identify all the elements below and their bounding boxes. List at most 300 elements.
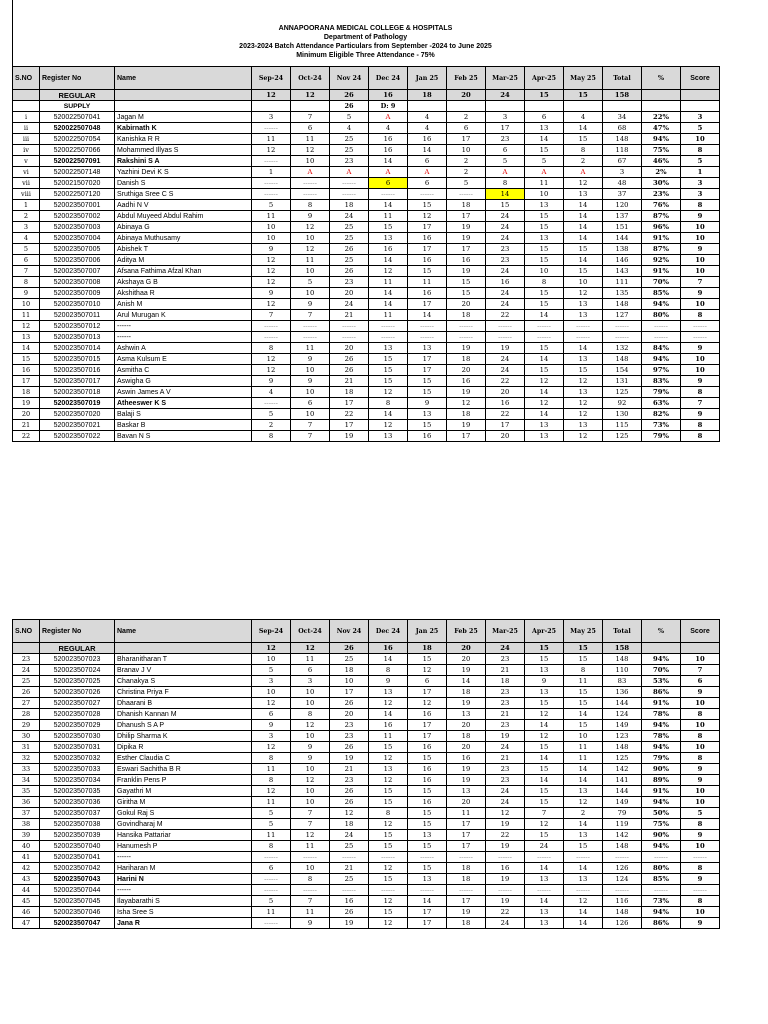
- month-attendance: 26: [330, 698, 369, 709]
- month-attendance: 14: [369, 200, 408, 211]
- supply-hours: 26: [330, 101, 369, 112]
- register-number: 520023507012: [40, 321, 115, 332]
- month-attendance: 24: [330, 299, 369, 310]
- month-attendance: 15: [369, 841, 408, 852]
- month-attendance: 14: [369, 299, 408, 310]
- month-attendance: 23: [486, 654, 525, 665]
- column-header: Mar-25: [486, 620, 525, 643]
- attendance-score: 8: [681, 200, 720, 211]
- attendance-percent: 76%: [642, 200, 681, 211]
- attendance-score: 7: [681, 398, 720, 409]
- student-row: [13, 178, 720, 189]
- register-number: 520023507020: [40, 409, 115, 420]
- register-number: 520023507036: [40, 797, 115, 808]
- student-name: Baskar B: [115, 420, 252, 431]
- month-attendance: A: [291, 167, 330, 178]
- month-attendance: 12: [252, 266, 291, 277]
- month-attendance: 5: [486, 156, 525, 167]
- register-number: 520023507037: [40, 808, 115, 819]
- register-number: 520023507013: [40, 332, 115, 343]
- student-name: Dhaarani B: [115, 698, 252, 709]
- student-row: [13, 786, 720, 797]
- month-attendance: 20: [447, 720, 486, 731]
- total-hours: 83: [603, 676, 642, 687]
- empty-cell: ------: [447, 852, 486, 863]
- month-attendance: 25: [330, 841, 369, 852]
- month-attendance: 4: [330, 123, 369, 134]
- month-attendance: 12: [291, 145, 330, 156]
- empty-cell: ------: [447, 332, 486, 343]
- month-attendance: 14: [525, 775, 564, 786]
- month-attendance: 12: [408, 665, 447, 676]
- month-attendance: 26: [330, 786, 369, 797]
- month-attendance: A: [564, 167, 603, 178]
- month-attendance: 14: [564, 775, 603, 786]
- month-attendance: 8: [369, 808, 408, 819]
- month-attendance: 13: [369, 233, 408, 244]
- month-attendance: 12: [408, 211, 447, 222]
- month-attendance: 7: [291, 808, 330, 819]
- student-name: ------: [115, 332, 252, 343]
- student-row: [13, 321, 720, 332]
- total-hours: 148: [603, 654, 642, 665]
- empty-cell: ------: [408, 885, 447, 896]
- student-row: [13, 266, 720, 277]
- empty-cell: ------: [681, 885, 720, 896]
- month-attendance: 14: [525, 753, 564, 764]
- total-hours: 120: [603, 200, 642, 211]
- total-hours: 68: [603, 123, 642, 134]
- register-number: 520021507020: [40, 178, 115, 189]
- month-attendance: 12: [564, 797, 603, 808]
- column-header: Nov 24: [330, 67, 369, 90]
- supply-label: SUPPLY: [40, 101, 115, 112]
- month-attendance: 10: [291, 288, 330, 299]
- total-hours: 118: [603, 145, 642, 156]
- attendance-percent: 79%: [642, 387, 681, 398]
- month-attendance: 13: [564, 189, 603, 200]
- month-attendance: 15: [408, 786, 447, 797]
- month-attendance: 11: [408, 277, 447, 288]
- supply-hours: [564, 101, 603, 112]
- student-row: [13, 431, 720, 442]
- attendance-score: 9: [681, 244, 720, 255]
- month-attendance: 11: [252, 211, 291, 222]
- total-hours: 125: [603, 753, 642, 764]
- serial-number: 23: [13, 654, 40, 665]
- serial-number: 15: [13, 354, 40, 365]
- month-attendance: 15: [525, 797, 564, 808]
- empty-cell: ------: [486, 321, 525, 332]
- month-attendance: 11: [252, 134, 291, 145]
- month-attendance: ------: [252, 918, 291, 929]
- student-row: [13, 896, 720, 907]
- serial-number: v: [13, 156, 40, 167]
- student-row: [13, 156, 720, 167]
- serial-number: 21: [13, 420, 40, 431]
- student-name: Yazhini Devi K S: [115, 167, 252, 178]
- attendance-score: 9: [681, 409, 720, 420]
- month-attendance: 15: [525, 343, 564, 354]
- register-number: 520023507026: [40, 687, 115, 698]
- student-name: Isha Sree S: [115, 907, 252, 918]
- month-attendance: 21: [330, 376, 369, 387]
- month-attendance: 22: [486, 409, 525, 420]
- student-row: [13, 852, 720, 863]
- month-attendance: 13: [564, 387, 603, 398]
- month-attendance: 15: [525, 145, 564, 156]
- month-attendance: 23: [486, 255, 525, 266]
- register-number: 520023507007: [40, 266, 115, 277]
- attendance-score: 10: [681, 299, 720, 310]
- student-name: Dhanush S A P: [115, 720, 252, 731]
- attendance-percent: 94%: [642, 654, 681, 665]
- total-hours: 125: [603, 387, 642, 398]
- month-attendance: 23: [486, 775, 525, 786]
- month-attendance: 15: [525, 222, 564, 233]
- month-attendance: 14: [525, 896, 564, 907]
- month-attendance: 19: [486, 874, 525, 885]
- month-attendance: A: [330, 167, 369, 178]
- student-row: [13, 775, 720, 786]
- empty-cell: ------: [369, 321, 408, 332]
- month-attendance: 16: [408, 233, 447, 244]
- month-attendance: 15: [525, 255, 564, 266]
- month-attendance: 25: [330, 874, 369, 885]
- attendance-percent: 94%: [642, 742, 681, 753]
- month-attendance: 18: [447, 687, 486, 698]
- empty-cell: ------: [564, 885, 603, 896]
- month-attendance: 11: [252, 907, 291, 918]
- student-row: [13, 863, 720, 874]
- month-attendance: 16: [408, 431, 447, 442]
- month-attendance: 25: [330, 233, 369, 244]
- month-attendance: 10: [291, 387, 330, 398]
- attendance-score: 10: [681, 354, 720, 365]
- empty-cell: ------: [642, 852, 681, 863]
- month-attendance: 9: [252, 720, 291, 731]
- attendance-percent: 46%: [642, 156, 681, 167]
- total-hours: 148: [603, 299, 642, 310]
- attendance-score: 10: [681, 233, 720, 244]
- column-header: Score: [681, 620, 720, 643]
- serial-number: 25: [13, 676, 40, 687]
- column-header: Oct-24: [291, 67, 330, 90]
- month-attendance: 15: [369, 222, 408, 233]
- total-hours: 48: [603, 178, 642, 189]
- month-attendance: 15: [525, 211, 564, 222]
- month-attendance: 12: [252, 299, 291, 310]
- attendance-score: 10: [681, 365, 720, 376]
- month-attendance: 7: [252, 310, 291, 321]
- month-attendance: 18: [447, 874, 486, 885]
- month-attendance: 11: [564, 742, 603, 753]
- month-attendance: 13: [525, 233, 564, 244]
- student-row: [13, 808, 720, 819]
- month-attendance: 5: [252, 665, 291, 676]
- student-row: [13, 676, 720, 687]
- month-attendance: A: [408, 167, 447, 178]
- month-attendance: 15: [564, 687, 603, 698]
- serial-number: 30: [13, 731, 40, 742]
- month-attendance: 14: [369, 409, 408, 420]
- attendance-score: 9: [681, 343, 720, 354]
- month-attendance: 20: [447, 742, 486, 753]
- month-attendance: 15: [525, 698, 564, 709]
- month-attendance: 17: [486, 123, 525, 134]
- register-number: 520023507034: [40, 775, 115, 786]
- total-hours: 67: [603, 156, 642, 167]
- month-attendance: 24: [330, 211, 369, 222]
- month-attendance: 14: [564, 211, 603, 222]
- empty-cell: ------: [291, 885, 330, 896]
- register-number: 520023507016: [40, 365, 115, 376]
- attendance-score: 8: [681, 420, 720, 431]
- month-attendance: 23: [486, 244, 525, 255]
- month-attendance: 13: [525, 123, 564, 134]
- month-attendance: 17: [408, 731, 447, 742]
- serial-number: 28: [13, 709, 40, 720]
- student-name: Aswin James A V: [115, 387, 252, 398]
- serial-number: 11: [13, 310, 40, 321]
- month-attendance: 16: [408, 709, 447, 720]
- empty-cell: ------: [564, 321, 603, 332]
- attendance-score: 10: [681, 654, 720, 665]
- month-attendance: 17: [447, 431, 486, 442]
- attendance-percent: 23%: [642, 189, 681, 200]
- attendance-score: 9: [681, 918, 720, 929]
- month-attendance: 13: [564, 420, 603, 431]
- month-attendance: ------: [330, 178, 369, 189]
- serial-number: 47: [13, 918, 40, 929]
- month-attendance: 13: [525, 200, 564, 211]
- month-attendance: 14: [564, 255, 603, 266]
- month-attendance: 13: [369, 764, 408, 775]
- empty-cell: ------: [369, 852, 408, 863]
- month-attendance: 18: [447, 310, 486, 321]
- total-hours: 92: [603, 398, 642, 409]
- month-attendance: 13: [408, 830, 447, 841]
- student-name: Abinaya G: [115, 222, 252, 233]
- month-attendance: 15: [564, 134, 603, 145]
- month-attendance: 15: [408, 819, 447, 830]
- student-row: [13, 123, 720, 134]
- month-attendance: 19: [447, 233, 486, 244]
- empty-cell: ------: [486, 332, 525, 343]
- month-attendance: 15: [408, 841, 447, 852]
- column-header: Dec 24: [369, 620, 408, 643]
- month-attendance: 11: [369, 277, 408, 288]
- student-name: Hariharan M: [115, 863, 252, 874]
- student-name: ------: [115, 885, 252, 896]
- month-attendance: 13: [564, 354, 603, 365]
- month-attendance: 18: [330, 200, 369, 211]
- column-header: Total: [603, 67, 642, 90]
- empty-cell: ------: [525, 852, 564, 863]
- month-attendance: 12: [369, 420, 408, 431]
- attendance-percent: 87%: [642, 244, 681, 255]
- month-attendance: 13: [525, 918, 564, 929]
- total-hours: 111: [603, 277, 642, 288]
- student-row: [13, 409, 720, 420]
- month-attendance: 16: [447, 255, 486, 266]
- column-header: May 25: [564, 620, 603, 643]
- month-attendance: 9: [291, 918, 330, 929]
- month-hours: 158: [603, 643, 642, 654]
- month-attendance: 19: [447, 222, 486, 233]
- column-header: Jan 25: [408, 620, 447, 643]
- month-attendance: 24: [486, 299, 525, 310]
- month-attendance: 2: [564, 808, 603, 819]
- month-attendance: 17: [408, 918, 447, 929]
- score-spacer: [681, 101, 720, 112]
- month-attendance: 10: [252, 687, 291, 698]
- supply-hours: [408, 101, 447, 112]
- month-attendance: 12: [525, 709, 564, 720]
- month-hours: 20: [447, 643, 486, 654]
- total-hours: 137: [603, 211, 642, 222]
- attendance-score: 10: [681, 698, 720, 709]
- supply-hours: D: 9: [369, 101, 408, 112]
- student-row: [13, 819, 720, 830]
- student-name: Giritha M: [115, 797, 252, 808]
- month-attendance: 4: [252, 387, 291, 398]
- attendance-score: 8: [681, 896, 720, 907]
- empty-cell: ------: [681, 321, 720, 332]
- month-attendance: 7: [291, 420, 330, 431]
- serial-number: 13: [13, 332, 40, 343]
- empty-cell: ------: [408, 852, 447, 863]
- total-hours: 127: [603, 310, 642, 321]
- student-name: Arul Murugan K: [115, 310, 252, 321]
- month-attendance: 17: [408, 222, 447, 233]
- month-attendance: 23: [330, 731, 369, 742]
- empty-cell: ------: [603, 332, 642, 343]
- attendance-percent: 91%: [642, 698, 681, 709]
- month-attendance: 20: [447, 797, 486, 808]
- month-attendance: 11: [564, 676, 603, 687]
- month-attendance: 18: [330, 665, 369, 676]
- register-number: 520023507044: [40, 885, 115, 896]
- attendance-percent: 87%: [642, 211, 681, 222]
- student-name: Jana R: [115, 918, 252, 929]
- month-attendance: 26: [330, 797, 369, 808]
- attendance-score: 10: [681, 786, 720, 797]
- attendance-percent: 53%: [642, 676, 681, 687]
- total-hours: 154: [603, 365, 642, 376]
- month-attendance: ------: [291, 189, 330, 200]
- month-attendance: 11: [252, 797, 291, 808]
- month-attendance: 25: [330, 654, 369, 665]
- empty-cell: ------: [330, 885, 369, 896]
- attendance-score: 1: [681, 167, 720, 178]
- column-header: Sep-24: [252, 620, 291, 643]
- month-attendance: 19: [486, 819, 525, 830]
- serial-number: 24: [13, 665, 40, 676]
- student-name: Esther Claudia C: [115, 753, 252, 764]
- month-attendance: 25: [330, 134, 369, 145]
- register-number: 520023507022: [40, 431, 115, 442]
- month-hours: 15: [525, 90, 564, 101]
- header-row: [13, 67, 720, 90]
- empty-cell: ------: [564, 852, 603, 863]
- month-attendance: 16: [369, 145, 408, 156]
- supply-hours: [252, 101, 291, 112]
- month-attendance: 12: [369, 918, 408, 929]
- register-number: 520023507001: [40, 200, 115, 211]
- month-attendance: 6: [408, 156, 447, 167]
- month-attendance: 10: [564, 731, 603, 742]
- month-attendance: 10: [291, 156, 330, 167]
- month-attendance: 15: [564, 698, 603, 709]
- group-name-spacer: [115, 643, 252, 654]
- register-number: 520022507041: [40, 112, 115, 123]
- column-header: Jan 25: [408, 67, 447, 90]
- supply-hours: [447, 101, 486, 112]
- month-hours: 16: [369, 643, 408, 654]
- month-attendance: 9: [252, 244, 291, 255]
- register-number: 520023507005: [40, 244, 115, 255]
- month-attendance: 14: [408, 310, 447, 321]
- month-attendance: 10: [291, 266, 330, 277]
- student-row: [13, 764, 720, 775]
- month-attendance: 25: [330, 222, 369, 233]
- student-name: Ashwin A: [115, 343, 252, 354]
- column-header: Register No: [40, 67, 115, 90]
- month-attendance: 14: [525, 863, 564, 874]
- month-hours: 18: [408, 90, 447, 101]
- attendance-score: 10: [681, 134, 720, 145]
- attendance-percent: 91%: [642, 786, 681, 797]
- month-attendance: 19: [330, 918, 369, 929]
- attendance-table-1: [12, 66, 720, 442]
- month-attendance: 10: [291, 687, 330, 698]
- serial-number: 37: [13, 808, 40, 819]
- month-attendance: 9: [291, 753, 330, 764]
- month-attendance: 19: [447, 698, 486, 709]
- serial-number: vi: [13, 167, 40, 178]
- student-name: Aditya M: [115, 255, 252, 266]
- month-attendance: ------: [330, 189, 369, 200]
- month-attendance: 26: [330, 907, 369, 918]
- month-attendance: 12: [330, 808, 369, 819]
- student-row: [13, 277, 720, 288]
- month-attendance: 19: [330, 753, 369, 764]
- month-attendance: 8: [291, 874, 330, 885]
- month-attendance: 23: [330, 156, 369, 167]
- month-attendance: 10: [291, 797, 330, 808]
- student-name: Afsana Fathima Afzal Khan: [115, 266, 252, 277]
- student-row: [13, 167, 720, 178]
- month-attendance: 24: [486, 288, 525, 299]
- month-attendance: 12: [369, 753, 408, 764]
- student-name: Eswari Sachitha B R: [115, 764, 252, 775]
- month-attendance: ------: [447, 189, 486, 200]
- month-attendance: 15: [408, 808, 447, 819]
- student-name: Aswigha G: [115, 376, 252, 387]
- month-attendance: 8: [369, 398, 408, 409]
- month-attendance: 3: [252, 112, 291, 123]
- month-attendance: 8: [252, 841, 291, 852]
- attendance-score: 5: [681, 123, 720, 134]
- month-attendance: 5: [252, 808, 291, 819]
- student-row: [13, 830, 720, 841]
- month-attendance: 8: [252, 343, 291, 354]
- serial-number: 31: [13, 742, 40, 753]
- empty-cell: ------: [408, 332, 447, 343]
- month-attendance: 24: [330, 830, 369, 841]
- total-hours: 142: [603, 764, 642, 775]
